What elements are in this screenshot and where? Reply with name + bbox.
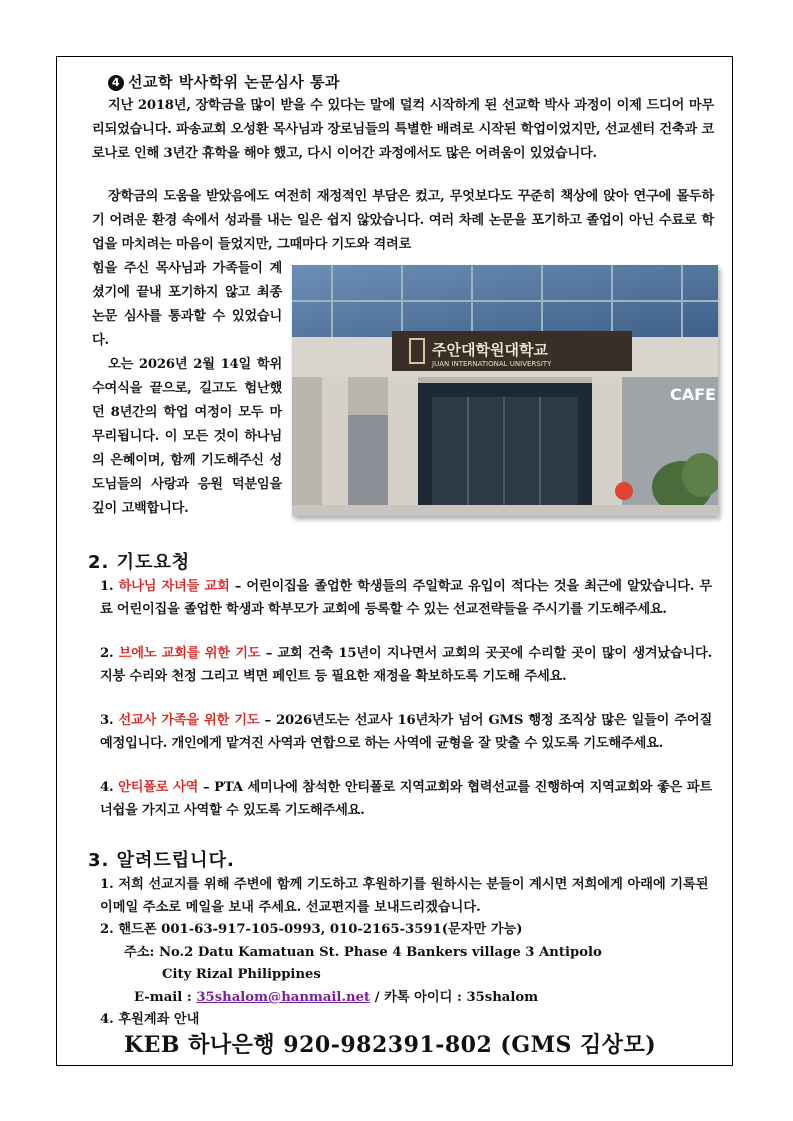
item-text: – 어린이집을 졸업한 학생들의 주일학교 유입이 적다는 것을 최근에 알았습니다. 무료 어린이집을 졸업한 학생과 학부모가 교회에 등록할 수 있는 선교전략들을 주시기를 기도해주세요. [100, 579, 712, 617]
prayer-item-1 [100, 575, 712, 621]
item-text: – 교회 건축 15년이 지나면서 교회의 곳곳에 수리할 곳이 많이 생겨났습니다. 지붕 수리와 천정 그리고 벽면 페인트 등 필요한 재정을 확보하도록 기도해 주세요. [100, 646, 712, 684]
item-title: 안티폴로 사역 [118, 780, 199, 795]
sign-english: JUAN INTERNATIONAL UNIVERSITY [432, 360, 552, 368]
prayer-heading: 2. 기도요청 [88, 552, 191, 573]
address-line-1: No.2 Datu Kamatuan St. Phase 4 Bankers village 3 Antipolo [158, 945, 602, 960]
address [124, 941, 724, 964]
item-title: 하나님 자녀들 교회 [118, 579, 230, 594]
notice-item-2: 2. 핸드폰 001-63-917-105-0993, 010-2165-3591(문자만 가능) [100, 922, 523, 937]
section-title [108, 71, 340, 92]
paragraph-2: 장학금의 도움을 받았음에도 여전히 재정적인 부담은 컸고, 무엇보다도 꾸준히 책상에 앉아 연구에 몰두하기 어려운 환경 속에서 성과를 내는 일은 쉽지 않았습니다. 여러 차례 논문을 포기하고 졸업이 아닌 수료로 학업을 마치려는 마음이 들었지만, 그때마다 기도와 격려로 [92, 189, 714, 252]
address-label: 주소: [124, 945, 159, 960]
item-number: 4. [100, 780, 114, 795]
building-illustration [292, 265, 718, 516]
item-title: 브에노 교회를 위한 기도 [118, 646, 261, 661]
bank-account: KEB 하나은행 920-982391-802 (GMS 김상모) [124, 1032, 657, 1058]
notice-item-4: 4. 후원계좌 안내 [100, 1012, 200, 1027]
address-line-2: City Rizal Philippines [162, 967, 321, 982]
item-text: – PTA 세미나에 참석한 안티폴로 지역교회와 협력선교를 진행하여 지역교회와 좋은 파트너쉽을 가지고 사역할 수 있도록 기도해주세요. [100, 780, 712, 818]
email-label: E-mail : [134, 990, 197, 1005]
university-building-photo [292, 265, 718, 516]
paragraph-4: 오는 2026년 2월 14일 학위 수여식을 끝으로, 길고도 험난했던 8년간의 학업 여정이 모두 마무리됩니다. 이 모든 것이 하나님의 은혜이며, 함께 기도해주신 성도님들의 사랑과 응원 덕분임을 깊이 고백합니다. [92, 357, 282, 516]
item-number: 3. [100, 713, 114, 728]
prayer-item-4 [100, 776, 712, 822]
email-link[interactable]: 35shalom@hanmail.net [196, 990, 371, 1005]
item-text: – 2026년도는 선교사 16년차가 넘어 GMS 행정 조직상 많은 일들이 주어질 예정입니다. 개인에게 맡겨진 사역과 연합으로 하는 사역에 균형을 잘 맞출 수 있도록 기도해주세요. [100, 713, 712, 751]
kakao-id: / 카톡 아이디 : 35shalom [370, 990, 539, 1005]
paragraph-1: 지난 2018년, 장학금을 많이 받을 수 있다는 말에 덜컥 시작하게 된 선교학 박사 과정이 이제 드디어 마무리되었습니다. 파송교회 오성환 목사님과 장로님들의 특별한 배려로 시작된 학업이었지만, 선교센터 건축과 코로나로 인해 3년간 휴학을 해야 했고, 다시 이어간 과정에서도 많은 어려움이 있었습니다. [92, 98, 714, 161]
item-number: 1. [100, 579, 114, 594]
side-text [92, 257, 282, 521]
notice-heading: 3. 알려드립니다. [88, 850, 235, 871]
item-title: 선교사 가족을 위한 기도 [118, 713, 260, 728]
number-badge: 4 [108, 75, 124, 91]
prayer-item-3 [100, 709, 712, 755]
email-line [134, 986, 538, 1009]
sign-korean: 주안대학원대학교 [432, 341, 548, 359]
cafe-sign: CAFE [670, 385, 716, 404]
paragraph-3: 힘을 주신 목사님과 가족들이 계셨기에 끝내 포기하지 않고 최종 논문 심사를 통과할 수 있었습니다. [92, 261, 282, 348]
notice-item-1: 1. 저희 선교지를 위해 주변에 함께 기도하고 후원하기를 원하시는 분들이 계시면 저희에게 아래에 기록된 이메일 주소로 메일을 보내 주세요. 선교편지를 보내드리겠습니다. [100, 877, 709, 915]
section-title-text: 선교학 박사학위 논문심사 통과 [128, 73, 341, 91]
prayer-item-2 [100, 642, 712, 688]
item-number: 2. [100, 646, 114, 661]
